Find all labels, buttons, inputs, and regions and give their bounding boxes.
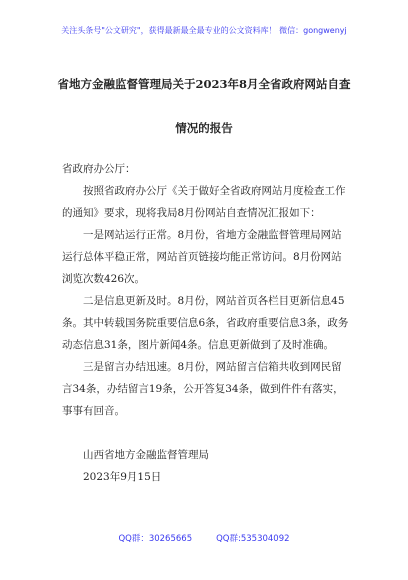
- signature-organization: 山西省地方金融监督管理局: [83, 449, 209, 461]
- paragraph-message-handling: 三是留言办结迅速。8月份，网站留言信箱共收到网民留言34条，办结留言19条，公开答复34条，做到件件有落实，事事有回音。: [62, 361, 344, 417]
- footer-qq-group-2: QQ群:535304092: [216, 534, 290, 544]
- document-title-line2: 情况的报告: [175, 121, 233, 135]
- promo-banner: 关注头条号"公文研究"，获得最新最全最专业的公文资料库！ 微信：gongwenyj: [61, 26, 347, 35]
- paragraph-intro: 按照省政府办公厅《关于做好全省政府网站月度检查工作的通知》要求，现将我局8月份网站自查情况汇报如下：: [62, 185, 346, 219]
- document-title-line1: 省地方金融监督管理局关于2023年8月全省政府网站自查: [57, 77, 351, 91]
- footer-qq-group-1: QQ群：30265665: [118, 534, 193, 544]
- footer-contact: [0, 534, 408, 545]
- paragraph-info-update: 二是信息更新及时。8月份，网站首页各栏目更新信息45条。其中转载国务院重要信息6条，省政府重要信息3条，政务动态信息31条，图片新闻4条。信息更新做到了及时准确。: [62, 295, 349, 351]
- salutation: 省政府办公厅：: [62, 163, 136, 175]
- document-body: [62, 180, 350, 422]
- signature-date: 2023年9月15日: [83, 471, 162, 483]
- paragraph-website-operation: 一是网站运行正常。8月份，省地方金融监督管理局网站运行总体平稳正常，网站首页链接均能正常访问。8月份网站浏览次数426次。: [62, 229, 342, 285]
